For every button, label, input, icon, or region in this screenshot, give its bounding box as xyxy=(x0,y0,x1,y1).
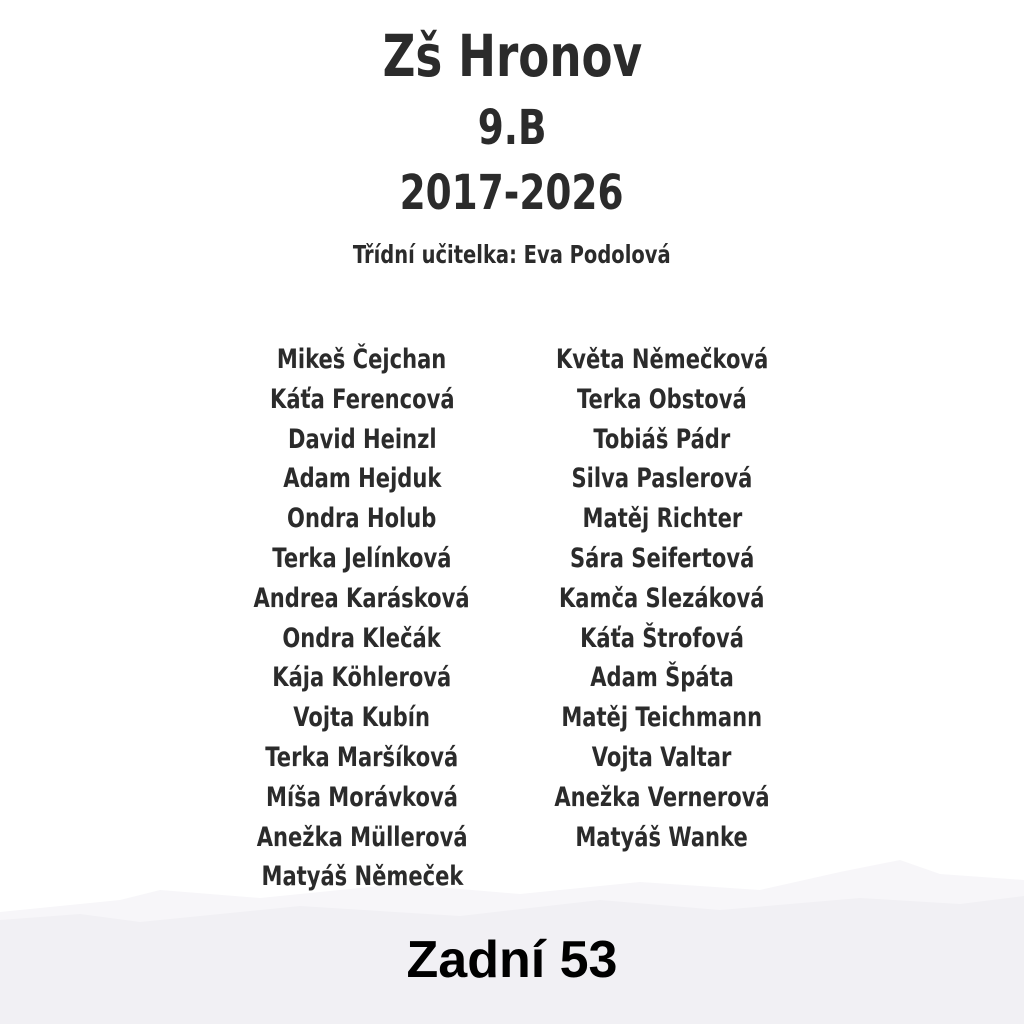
student-name-text: Ondra Holub xyxy=(287,503,437,535)
student-name-text: Matyáš Wanke xyxy=(575,821,749,853)
student-name xyxy=(502,778,822,818)
student-name-text: Míša Morávková xyxy=(266,781,458,813)
student-name-text: Adam Hejduk xyxy=(282,463,442,495)
student-name xyxy=(502,818,822,858)
class-name: 9.B xyxy=(477,100,547,156)
student-name-text: Adam Špáta xyxy=(590,662,734,694)
student-name xyxy=(202,778,522,818)
student-list-right xyxy=(502,340,822,857)
student-name xyxy=(202,380,522,420)
student-name xyxy=(502,539,822,579)
student-name xyxy=(202,698,522,738)
school-title xyxy=(0,22,1024,90)
student-name xyxy=(502,459,822,499)
student-name-text: Kamča Slezáková xyxy=(559,582,765,614)
student-name xyxy=(202,539,522,579)
student-name-text: Tobiáš Pádr xyxy=(593,423,731,455)
student-name xyxy=(202,857,522,897)
student-name xyxy=(502,340,822,380)
student-name-text: Anežka Vernerová xyxy=(554,781,770,813)
school-name: Zš Hronov xyxy=(382,22,642,90)
student-name xyxy=(502,619,822,659)
student-name-text: Sára Seifertová xyxy=(569,542,755,574)
student-name xyxy=(202,459,522,499)
teacher-label xyxy=(0,240,1024,269)
student-name xyxy=(502,499,822,539)
student-name-text: Vojta Valtar xyxy=(592,741,732,773)
teacher-text: Třídní učitelka: Eva Podolová xyxy=(353,240,671,269)
student-name-text: Květa Němečková xyxy=(555,344,769,375)
student-name-text: Ondra Klečák xyxy=(282,622,442,654)
student-name-text: Anežka Müllerová xyxy=(256,821,468,853)
student-name-text: Matěj Teichmann xyxy=(561,702,763,734)
student-list-left xyxy=(202,340,522,897)
student-name-text: David Heinzl xyxy=(287,423,437,455)
student-name-text: Terka Jelínková xyxy=(272,542,452,574)
student-name xyxy=(502,738,822,778)
student-name-text: Vojta Kubín xyxy=(293,702,431,734)
student-name xyxy=(202,499,522,539)
student-name-text: Kája Köhlerová xyxy=(272,662,452,694)
student-name xyxy=(502,380,822,420)
student-name xyxy=(202,738,522,778)
student-name-text: Káťa Ferencová xyxy=(269,383,455,415)
student-name-text: Terka Obstová xyxy=(577,383,747,415)
student-name-text: Silva Paslerová xyxy=(571,463,753,495)
student-name xyxy=(202,658,522,698)
student-name-text: Matyáš Němeček xyxy=(261,861,463,893)
student-name xyxy=(202,340,522,380)
student-name xyxy=(202,818,522,858)
student-name xyxy=(202,579,522,619)
student-name-text: Mikeš Čejchan xyxy=(277,344,447,375)
class-label xyxy=(0,100,1024,156)
student-name-text: Andrea Karásková xyxy=(253,582,471,614)
student-name-text: Matěj Richter xyxy=(582,503,742,535)
student-name-text: Terka Maršíková xyxy=(265,741,459,773)
footer-label: Zadní 53 xyxy=(406,931,618,989)
years-label xyxy=(0,165,1024,221)
student-name xyxy=(502,579,822,619)
years-text: 2017-2026 xyxy=(400,165,624,221)
student-name xyxy=(202,420,522,460)
student-name-text: Káťa Štrofová xyxy=(580,622,744,654)
student-name xyxy=(502,658,822,698)
student-name xyxy=(202,619,522,659)
student-name xyxy=(502,698,822,738)
student-name xyxy=(502,420,822,460)
